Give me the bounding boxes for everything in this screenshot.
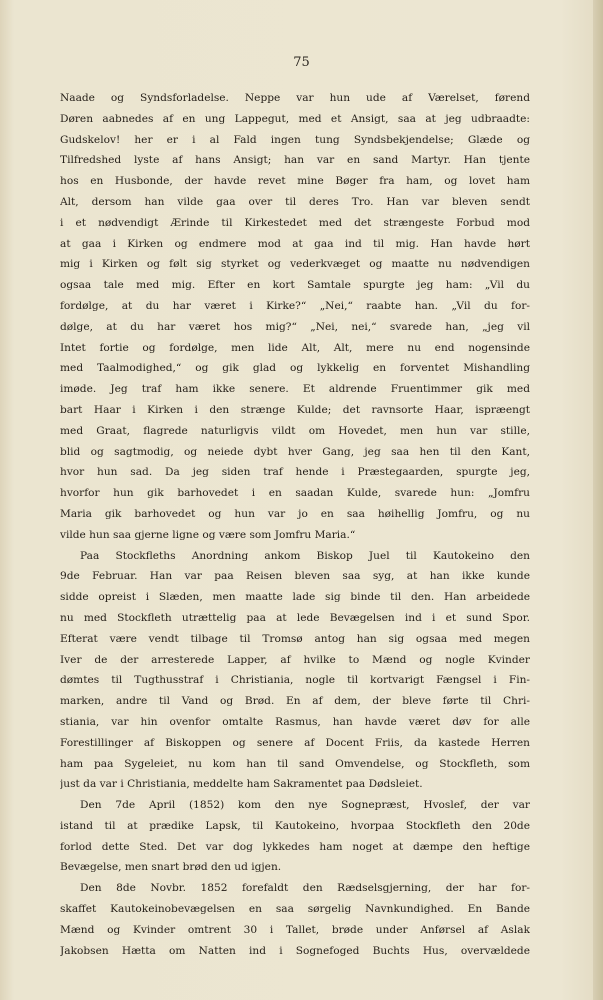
page-number: 75: [293, 55, 310, 70]
text-line: ham paa Sygeleiet, nu kom han til sand Omvendelse, og Stockfleth, som: [60, 757, 530, 770]
text-line: vilde hun saa gjerne ligne og være som Jomfru Maria.“: [60, 528, 356, 541]
text-line: ogsaa tale med mig. Efter en kort Samtale spurgte jeg ham: „Vil du: [60, 279, 530, 292]
text-line: just da var i Christiania, meddelte ham Sakramentet paa Dødsleiet.: [60, 778, 423, 791]
text-line: 9de Februar. Han var paa Reisen bleven saa syg, at han ikke kunde: [60, 570, 530, 583]
text-line: at gaa i Kirken og endmere mod at gaa ind til mig. Han havde hørt: [60, 237, 530, 250]
text-line: dølge, at du har været hos mig?“ „Nei, nei,“ svarede han, „jeg vil: [60, 320, 530, 333]
text-line: forlod dette Sted. Det var dog lykkedes ham noget at dæmpe den heftige: [60, 840, 530, 853]
text-line: Intet fortie og fordølge, men lide Alt, Alt, mere nu end nogensinde: [60, 341, 530, 354]
text-line: Efterat være vendt tilbage til Tromsø antog han sig ogsaa med megen: [60, 632, 530, 645]
text-line: stiania, var hin ovenfor omtalte Rasmus, han havde været døv for alle: [60, 715, 530, 728]
text-line: sidde opreist i Slæden, men maatte lade sig binde til den. Han arbeidede: [60, 591, 530, 604]
text-line: Mænd og Kvinder omtrent 30 i Tallet, brøde under Anførsel af Aslak: [60, 923, 530, 936]
text-line: hos en Husbonde, der havde revet mine Bøger fra ham, og lovet ham: [60, 175, 530, 188]
text-line: mig i Kirken og følt sig styrket og vederkvæget og maatte nu nødvendigen: [60, 258, 530, 271]
text-line: marken, andre til Vand og Brød. En af dem, der bleve førte til Chri-: [60, 695, 530, 708]
text-line: Tilfredshed lyste af hans Ansigt; han var en sand Martyr. Han tjente: [60, 154, 530, 167]
text-line: i et nødvendigt Ærinde til Kirkestedet med det strængeste Forbud mod: [60, 216, 530, 229]
text-line: fordølge, at du har været i Kirke?“ „Nei,“ raabte han. „Vil du for-: [60, 299, 530, 312]
text-line: Jakobsen Hætta om Natten ind i Sognefoged Buchts Hus, overvældede: [60, 944, 530, 957]
text-line: skaffet Kautokeinobevægelsen en saa sørgelig Navnkundighed. En Bande: [60, 903, 530, 916]
text-line: blid og sagtmodig, og neiede dybt hver Gang, jeg saa hen til den Kant,: [60, 445, 530, 458]
text-line: Den 8de Novbr. 1852 forefaldt den Rædselsgjerning, der har for-: [80, 882, 530, 895]
text-line: Alt, dersom han vilde gaa over til deres Tro. Han var bleven sendt: [60, 195, 530, 208]
body-text: [60, 88, 530, 961]
text-line: bart Haar i Kirken i den strænge Kulde; det ravnsorte Haar, ispræengt: [60, 403, 530, 416]
text-line: hvorfor hun gik barhovedet i en saadan Kulde, svarede hun: „Jomfru: [60, 487, 530, 500]
text-line: Døren aabnedes af en ung Lappegut, med et Ansigt, saa at jeg udbraadte:: [60, 112, 530, 125]
text-line: med Taalmodighed,“ og gik glad og lykkelig en forventet Mishandling: [60, 362, 530, 375]
text-line: Gudskelov! her er i al Fald ingen tung Syndsbekjendelse; Glæde og: [60, 133, 530, 146]
text-line: istand til at prædike Lapsk, til Kautokeino, hvorpaa Stockfleth den 20de: [60, 819, 530, 832]
text-line: Naade og Syndsforladelse. Neppe var hun ude af Værelset, førend: [60, 92, 530, 104]
text-line: dømtes til Tugthusstraf i Christiania, nogle til kortvarigt Fængsel i Fin-: [60, 674, 530, 687]
text-line: Forestillinger af Biskoppen og senere af Docent Friis, da kastede Herren: [60, 736, 530, 749]
text-line: nu med Stockfleth utrættelig paa at lede Bevægelsen ind i et sund Spor.: [60, 611, 530, 624]
page-gutter: [593, 0, 603, 1000]
text-line: Iver de der arresterede Lapper, af hvilke to Mænd og nogle Kvinder: [60, 653, 530, 666]
text-line: med Graat, flagrede naturligvis vildt om Hovedet, men hun var stille,: [60, 424, 530, 437]
text-line: imøde. Jeg traf ham ikke senere. Et aldrende Fruentimmer gik med: [60, 383, 530, 396]
text-line: Bevægelse, men snart brød den ud igjen.: [60, 861, 282, 874]
text-line: Paa Stockfleths Anordning ankom Biskop Juel til Kautokeino den: [80, 549, 530, 562]
text-line: hvor hun sad. Da jeg siden traf hende i Præstegaarden, spurgte jeg,: [60, 466, 530, 479]
text-line: Maria gik barhovedet og hun var jo en saa høihellig Jomfru, og nu: [60, 507, 530, 520]
text-line: Den 7de April (1852) kom den nye Sognepræst, Hvoslef, der var: [80, 799, 530, 812]
